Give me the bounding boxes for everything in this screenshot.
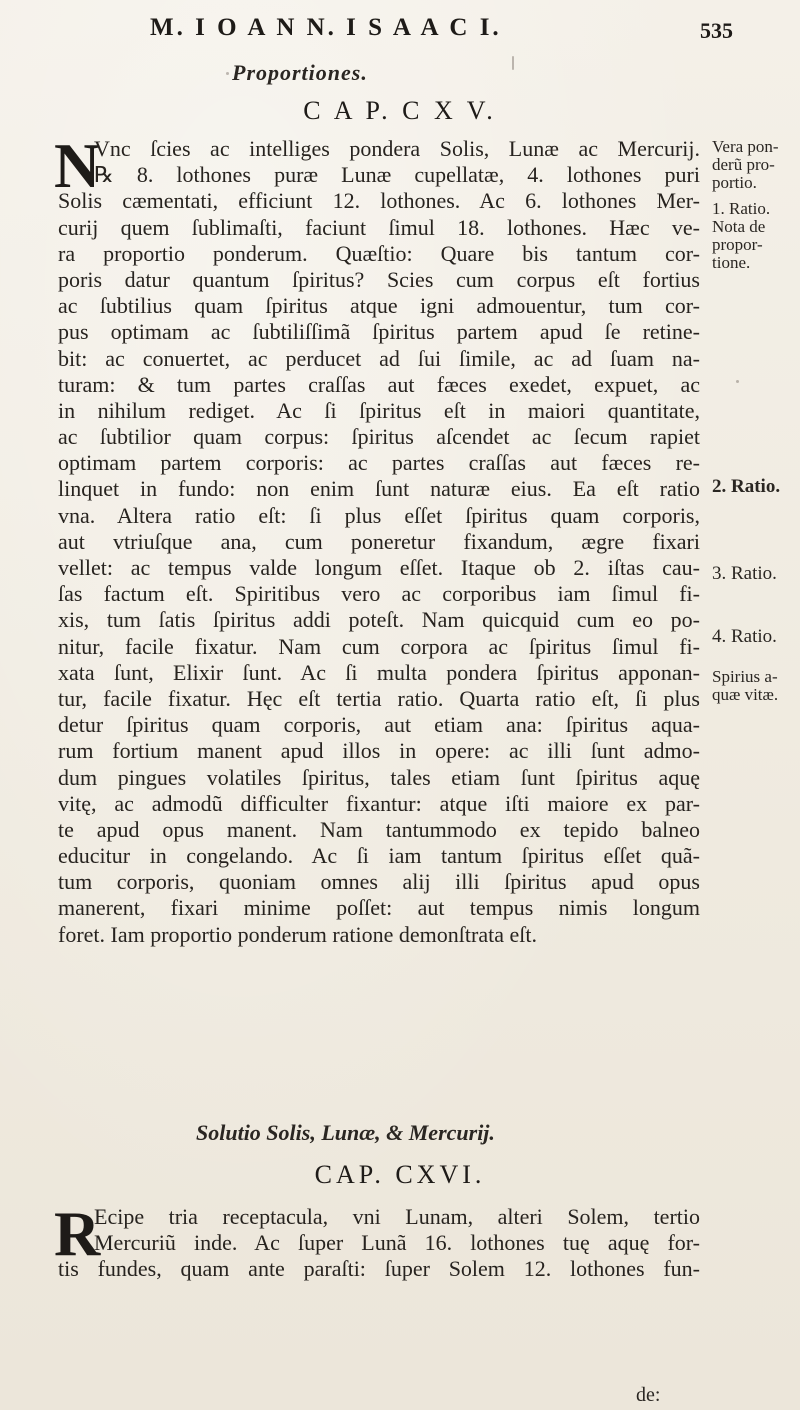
ink-speck: [736, 380, 739, 383]
text-line: Vnc ſcies ac intelliges pondera Solis, Lunæ ac Mercurij.: [94, 136, 700, 161]
text-line: tis fundes, quam ante paraſti: ſuper Solem 12. lothones fun-: [58, 1256, 700, 1282]
margin-note-line: Spirius a-: [712, 667, 778, 686]
margin-note-line: derũ pro-: [712, 155, 775, 174]
drop-capital: R: [54, 1198, 101, 1269]
ink-speck: [512, 56, 514, 70]
margin-note: 2. Ratio.: [712, 476, 781, 497]
margin-note-line: Vera pon-: [712, 137, 779, 156]
catchword: de:: [636, 1384, 661, 1406]
text-line: vellet: ac tempus valde longum eſſet. Itaque ob 2. iſtas cau-: [58, 555, 700, 580]
chapter-body: [58, 136, 700, 948]
text-line: Ecipe tria receptacula, vni Lunam, alteri Solem, tertio: [94, 1204, 700, 1229]
section-title: Proportiones.: [232, 60, 368, 85]
chapter-body: [58, 1204, 700, 1283]
text-line: tur, facile fixatur. Hęc eſt tertia ratio. Quarta ratio eſt, ſi plus: [58, 685, 700, 711]
margin-note: [712, 200, 800, 272]
text-line: ſas factum eſt. Spiritibus vero ac corporibus iam ſimul fi-: [58, 581, 700, 607]
text-line: pus optimam ac ſubtiliſſimã ſpiritus partem apud ſe retine-: [58, 319, 700, 345]
text-line: linquet in fundo: non enim ſunt naturæ eius. Ea eſt ratio: [58, 476, 700, 502]
text-line: ac ſubtilius quam ſpiritus atque igni admouentur, tum cor-: [58, 293, 700, 319]
text-line: nitur, facile fixatur. Nam cum corpora ac ſpiritus ſimul fi-: [58, 633, 700, 659]
text-line: dum pingues volatiles ſpiritus, tales etiam ſunt ſpiritus aquę: [58, 764, 700, 790]
text-line: curij quem ſublimaſti, faciunt ſimul 18. lothones. Hæc ve-: [58, 214, 700, 240]
running-head: M. I O A N N. I S A A C I.: [150, 14, 502, 41]
text-line: optimam partem corporis: ac partes craſſas aut fæces re-: [58, 450, 700, 476]
text-line: Solis cæmentati, efficiunt 12. lothones. Ac 6. lothones Mer-: [58, 188, 700, 214]
chapter-heading: CAP. CXVI.: [314, 1160, 486, 1189]
text-line: tum corporis, quoniam omnes alij illi ſpiritus apud opus: [58, 869, 700, 895]
page-number: 535: [700, 18, 733, 43]
margin-note-line: propor-: [712, 235, 763, 254]
text-line: ac ſubtilior quam corpus: ſpiritus aſcendet ac ſecum rapiet: [58, 424, 700, 450]
text-line: manerent, fixari minime poſſet: aut tempus nimis longum: [58, 895, 700, 921]
text-line: vna. Altera ratio eſt: ſi plus eſſet ſpiritus quam corporis,: [58, 502, 700, 528]
text-line: xis, tum ſatis ſpiritus addi poteſt. Nam quicquid cum eo po-: [58, 607, 700, 633]
text-line: educitur in congelando. Ac ſi iam tantum ſpiritus eſſet quã-: [58, 843, 700, 869]
text-line: foret. Iam proportio ponderum ratione demonſtrata eſt.: [58, 921, 537, 947]
solutio-title: Solutio Solis, Lunæ, & Mercurij.: [196, 1120, 495, 1145]
margin-note: 4. Ratio.: [712, 626, 777, 647]
margin-note: [712, 668, 800, 704]
text-line: in nihilum rediget. Ac ſi ſpiritus eſt in maiori quantitate,: [58, 397, 700, 423]
text-line: turam: & tum partes craſſas aut fæces exedet, expuet, ac: [58, 371, 700, 397]
text-line: ra proportio ponderum. Quæſtio: Quare bis tantum cor-: [58, 240, 700, 266]
text-line: aut vtriuſque ana, cum poneretur fixandum, ægre fixari: [58, 528, 700, 554]
margin-note-line: 1. Ratio.: [712, 199, 771, 218]
margin-note: 3. Ratio.: [712, 563, 777, 584]
text-line: xata ſunt, Elixir ſunt. Ac ſi multa pondera ſpiritus apponan-: [58, 659, 700, 685]
text-line: Mercuriũ inde. Ac ſuper Lunã 16. lothones tuę aquę for-: [94, 1230, 700, 1256]
margin-note: [712, 138, 800, 192]
text-line: ℞ 8. lothones puræ Lunæ cupellatæ, 4. lothones puri: [94, 162, 700, 188]
margin-note-line: tione.: [712, 253, 751, 272]
text-line: te apud opus manent. Nam tantummodo ex tepido balneo: [58, 816, 700, 842]
text-line: detur ſpiritus quam corporis, aut etiam ana: ſpiritus aqua-: [58, 712, 700, 738]
drop-capital: N: [54, 130, 101, 201]
margin-note-line: Nota de: [712, 217, 766, 236]
margin-note-line: portio.: [712, 173, 757, 192]
text-line: vitę, ac admodũ difficulter fixantur: atque iſti maiore ex par-: [58, 790, 700, 816]
chapter-heading: C A P. C X V.: [303, 96, 497, 125]
ink-speck: [226, 72, 229, 75]
text-line: bit: ac conuertet, ac perducet ad ſui ſimile, ac ad ſuam na-: [58, 345, 700, 371]
text-line: rum fortium manent apud illos in opere: ac illi ſunt admo-: [58, 738, 700, 764]
text-line: poris datur quantum ſpiritus? Scies cum corpus eſt fortius: [58, 266, 700, 292]
margin-note-line: quæ vitæ.: [712, 685, 779, 704]
